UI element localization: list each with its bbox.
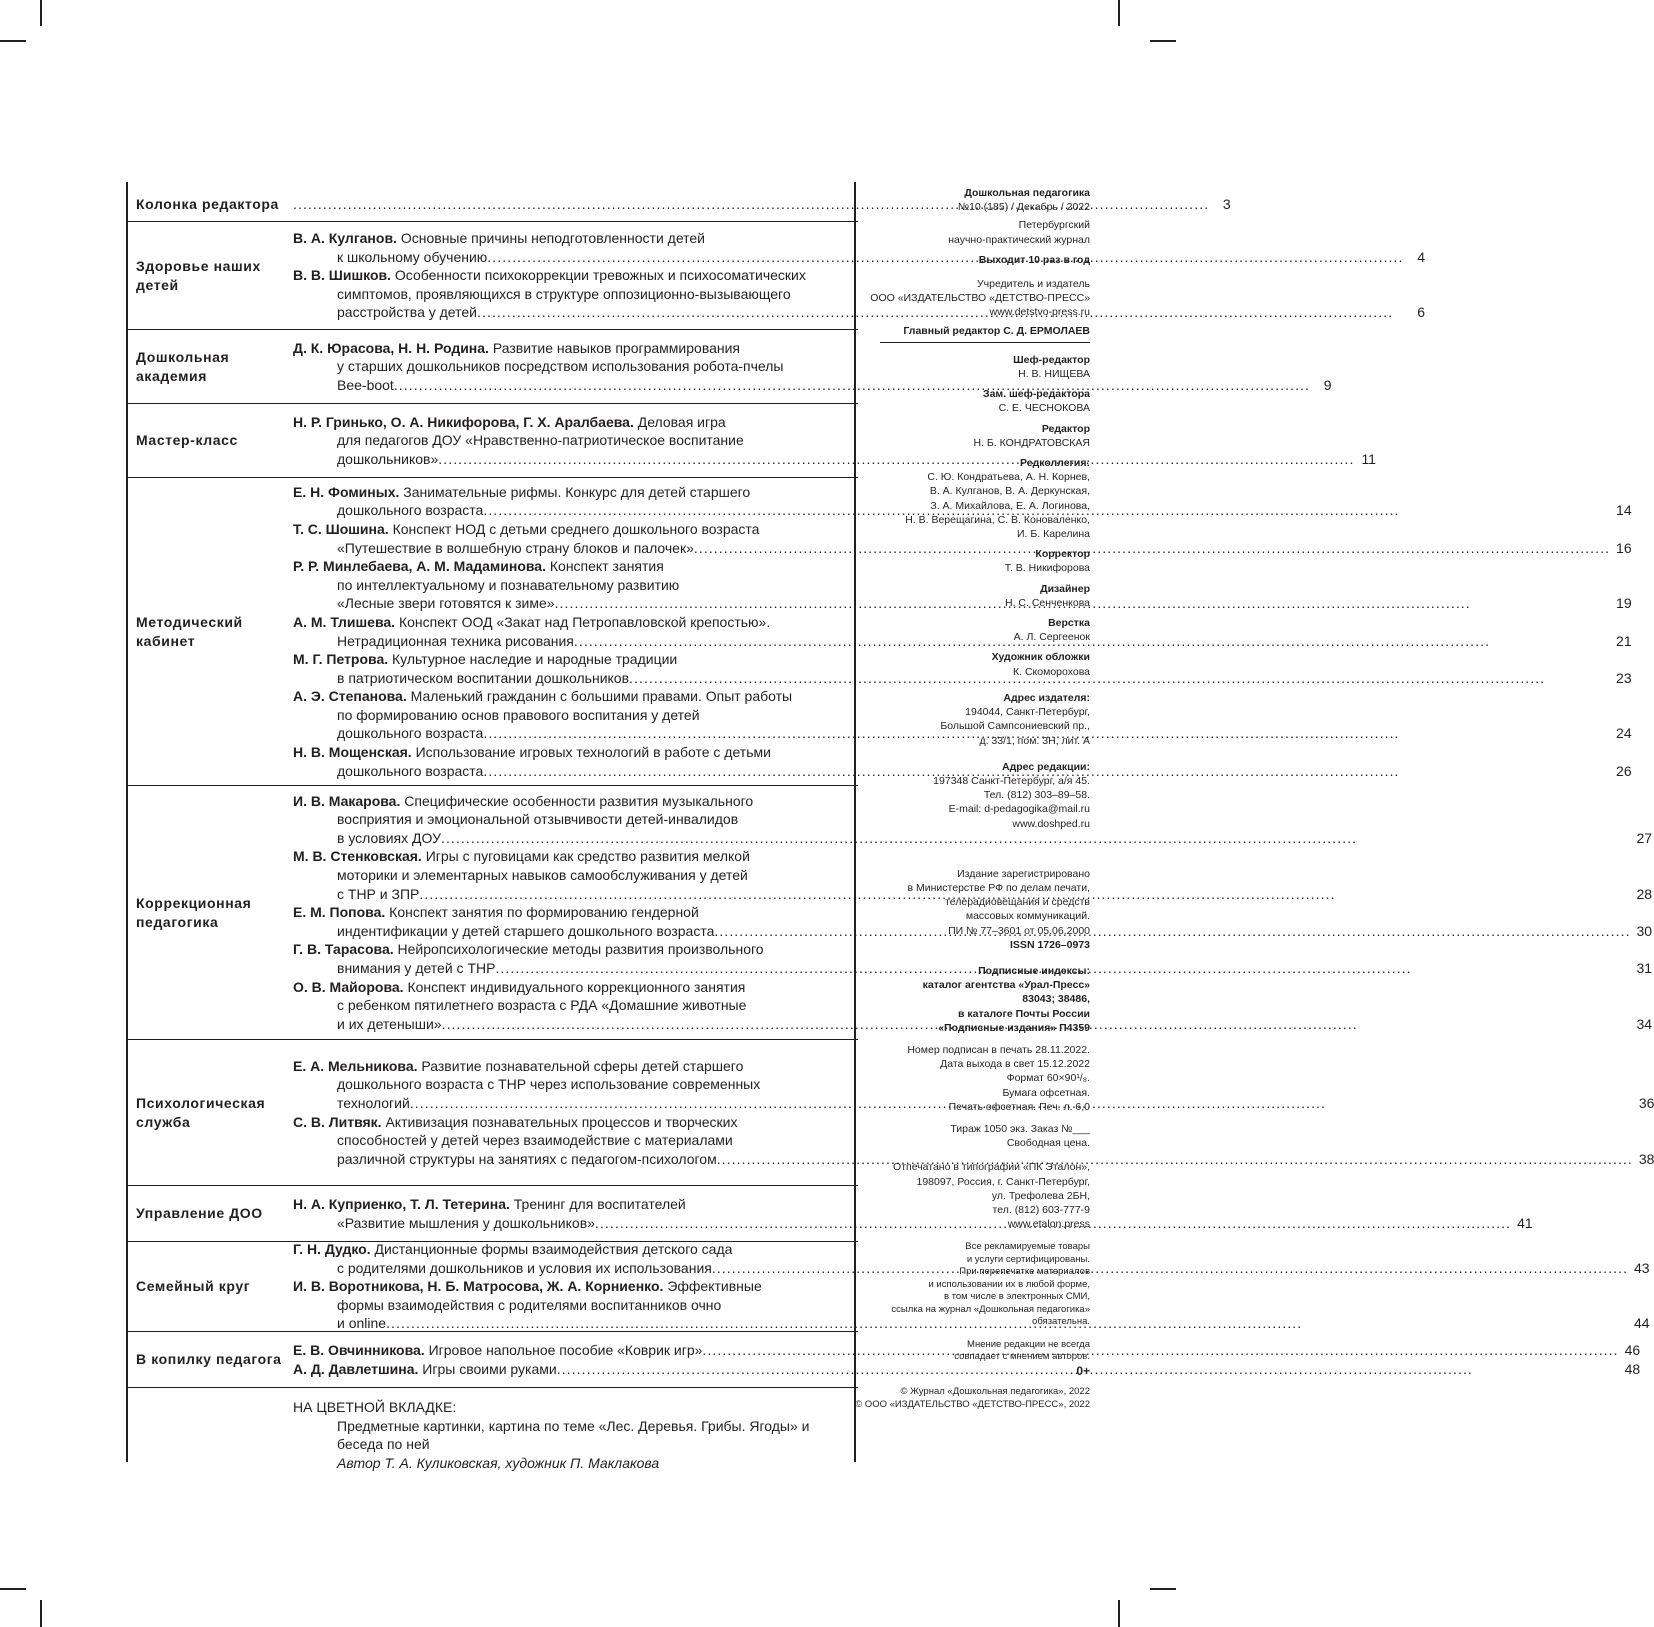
staff-role: Редактор — [1041, 422, 1090, 435]
entry-authors: А. Э. Степанова. — [293, 688, 407, 705]
staff-name: 197348 Санкт-Петербург, а/я 45. — [933, 774, 1090, 787]
imprint-line: ПИ № 77–3601 от 05.06.2000 — [948, 924, 1090, 937]
crop-mark — [0, 1588, 26, 1590]
entry-authors: Г. Н. Дудко. — [293, 1241, 371, 1258]
imprint-line: 198097, Россия, г. Санкт-Петербург, — [916, 1175, 1090, 1188]
imprint-line: Подписные индексы: — [978, 964, 1090, 977]
entry-title-text: «Путешествие в волшебную страну блоков и палочек» — [337, 539, 694, 556]
imprint-line: www.etalon.press — [1007, 1218, 1090, 1231]
entry-authors: Г. В. Тарасова. — [293, 941, 394, 958]
entry-title-text: Нейропсихологические методы развития произвольного — [397, 941, 764, 958]
insert-heading: НА ЦВЕТНОЙ ВКЛАДКЕ: — [293, 1399, 457, 1415]
entry-authors: Н. Р. Гринько, О. А. Никифорова, Г. Х. Аралбаева. — [293, 413, 634, 430]
crop-mark — [40, 0, 42, 26]
page-number: 24 — [1616, 725, 1632, 742]
section-title: Коррекционная педагогика — [136, 894, 252, 930]
section-title: Колонка редактора — [136, 196, 279, 212]
staff-name: С. Ю. Кондратьева, А. Н. Корнев, — [927, 471, 1090, 484]
entry-title-text: Тренинг для воспитателей — [513, 1195, 686, 1212]
entry-title-text: Конспект занятия — [549, 558, 664, 575]
color-insert-block — [128, 1388, 858, 1472]
staff-name: Т. В. Никифорова — [1004, 562, 1090, 575]
entry-title-text: восприятия и эмоциональной отзывчивости детей-инвалидов — [337, 811, 739, 828]
page-number: 21 — [1616, 632, 1632, 649]
staff-name: Н. С. Сенченкова — [1004, 596, 1090, 609]
entry-title-text: дошкольного возраста — [337, 762, 484, 779]
entry-title-text: с ТНР и ЗПР — [337, 885, 420, 902]
entry-title-text: Основные причины неподготовленности детей — [400, 230, 706, 247]
imprint-line: в том числе в электронных СМИ, — [943, 1291, 1090, 1303]
entry-title-text: Маленький гражданин с большими правами. Опыт работы — [410, 688, 793, 705]
staff-role: Верстка — [1048, 617, 1090, 630]
imprint-line: научно-практический журнал — [948, 233, 1090, 246]
staff-role: Редколлегия: — [1019, 457, 1090, 470]
journal-name: Дошкольная педагогика — [964, 187, 1090, 199]
page-number: 9 — [1323, 376, 1332, 393]
entry-title-text: дошкольников» — [337, 450, 439, 467]
staff-role: Зам. шеф-редактора — [983, 388, 1090, 401]
entry-title-text: внимания у детей с ТНР — [337, 959, 496, 976]
section-title: В копилку педагога — [136, 1351, 282, 1367]
page-number: 44 — [1634, 1315, 1650, 1332]
imprint-line: каталог агентства «Урал-Пресс» — [922, 979, 1090, 992]
imprint-block — [810, 253, 1090, 267]
page-number: 36 — [1638, 1094, 1654, 1111]
staff-name: 194044, Санкт-Петербург, — [965, 706, 1090, 719]
entry-authors: И. В. Воротникова, Н. Б. Матросова, Ж. А. Корниенко. — [293, 1278, 664, 1295]
entry-authors: Н. В. Мощенская. — [293, 744, 412, 761]
page-number: 41 — [1517, 1214, 1533, 1231]
dot-leader — [629, 669, 1608, 688]
entry-title-text: Нетрадиционная техника рисования — [337, 632, 574, 649]
imprint-line: Петербургский — [1018, 219, 1090, 232]
staff-role: Адрес редакции: — [1002, 760, 1090, 773]
entry-title-text: Конспект индивидуального коррекционного занятия — [407, 978, 746, 995]
section-title: Методический кабинет — [136, 613, 243, 649]
staff-role: Шеф-редактор — [1013, 353, 1090, 366]
entry-title-text: Игровое напольное пособие «Коврик игр» — [428, 1341, 703, 1358]
insert-text: Предметные картинки, картина по теме «Лес. Деревья. Грибы. Ягоды» и — [337, 1417, 810, 1434]
entry-title-text: дошкольного возраста — [337, 725, 484, 742]
entry-title-text: Конспект НОД с детьми среднего дошкольного возраста — [392, 520, 760, 537]
entry-authors: В. В. Шишков. — [293, 267, 391, 284]
imprint-line: ООО «ИЗДАТЕЛЬСТВО «ДЕТСТВО-ПРЕСС» — [870, 292, 1090, 305]
crop-mark — [1150, 40, 1176, 42]
entry-authors: Р. Р. Минлебаева, А. М. Мадаминова. — [293, 558, 546, 575]
imprint-block — [810, 867, 1090, 952]
section-title: Управление ДОО — [136, 1205, 263, 1221]
staff-name: З. А. Михайлова, Е. А. Логинова, — [930, 499, 1090, 512]
entry-title-text: Специфические особенности развития музыкального — [404, 792, 754, 809]
page-number: 28 — [1636, 885, 1653, 902]
imprint-block — [810, 760, 1090, 831]
staff-name: Тел. (812) 303–89–58. — [983, 789, 1090, 802]
entry-authors: С. В. Литвяк. — [293, 1113, 382, 1130]
imprint-block — [810, 1241, 1090, 1329]
section-title: Дошкольная академия — [136, 348, 230, 384]
staff-name: Большой Сампсониевский пр., — [940, 720, 1090, 733]
entry-title-text: различной структуры на занятиях с педагогом-психологом — [337, 1150, 717, 1167]
entry-title-text: по формированию основ правового воспитания у детей — [337, 706, 700, 723]
imprint-line: Все рекламируемые товары — [965, 1241, 1090, 1253]
imprint-line: Учредитель и издатель — [976, 278, 1090, 291]
staff-name: К. Скоморохова — [1013, 665, 1090, 678]
imprint-block — [810, 1160, 1090, 1231]
imprint-block — [810, 1339, 1090, 1378]
toc-entry[interactable] — [293, 195, 1231, 214]
imprint-line: Печать офсетная. Печ. л. 6,0 — [948, 1100, 1090, 1113]
imprint-line: Бумага офсетная. — [1002, 1086, 1090, 1099]
imprint-block — [810, 964, 1090, 1035]
imprint-line: Формат 60×90¹/₈. — [1006, 1072, 1090, 1085]
imprint-line: При перепечатке материалов — [959, 1266, 1090, 1278]
entry-authors: Е. А. Мельникова. — [293, 1057, 418, 1074]
page-number: 48 — [1624, 1360, 1641, 1377]
page-number: 4 — [1417, 248, 1426, 265]
imprint-block — [810, 387, 1090, 415]
entry-title-text: дошкольного возраста с ТНР через использование современных — [337, 1076, 761, 1093]
crop-mark — [1150, 1588, 1176, 1590]
copyright-line: © Журнал «Дошкольная педагогика», 2022 — [900, 1386, 1090, 1398]
section-title: Семейный круг — [136, 1278, 251, 1294]
section-entries — [293, 188, 1231, 221]
entry-authors: В. А. Кулганов. — [293, 230, 397, 247]
entry-title-text: симптомов, проявляющихся в структуре оппозиционно-вызывающего — [337, 285, 791, 302]
entry-title-text: Конспект занятия по формированию гендерной — [389, 904, 699, 921]
entry-title-text: Особенности психокоррекции тревожных и психосоматических — [394, 267, 806, 284]
entry-title-text: Занимательные рифмы. Конкурс для детей старшего — [403, 483, 751, 500]
staff-role: Дизайнер — [1040, 582, 1090, 595]
page-number: 26 — [1616, 762, 1632, 779]
page-number: 27 — [1636, 829, 1653, 846]
page-number: 31 — [1636, 959, 1653, 976]
imprint-line: 83043; 38486, — [1022, 993, 1090, 1006]
entry-authors: О. В. Майорова. — [293, 978, 404, 995]
entry-title-text: «Лесные звери готовятся к зиме» — [337, 595, 555, 612]
entry-title-text: Деловая игра — [637, 413, 726, 430]
crop-mark — [1118, 0, 1120, 26]
entry-title-text: Игры с пуговицами как средство развития мелкой — [425, 848, 750, 865]
staff-role: Адрес издателя: — [1003, 691, 1090, 704]
issue-number: №10 (185) / Декабрь / 2022 — [957, 201, 1090, 214]
imprint-line: Номер подписан в печать 28.11.2022. — [907, 1043, 1090, 1056]
staff-role: Корректор — [1035, 548, 1090, 561]
imprint-line: Мнение редакции не всегда — [967, 1338, 1090, 1350]
staff-name: www.doshped.ru — [1012, 817, 1090, 830]
imprint-line: и использовании их в любой форме, — [928, 1278, 1090, 1290]
imprint-line: ссылка на журнал «Дошкольная педагогика» — [891, 1303, 1090, 1315]
entry-title-text: моторики и элементарных навыков самообслуживания у детей — [337, 867, 748, 884]
entry-title-text: Дистанционные формы взаимодействия детского сада — [374, 1241, 733, 1258]
page-number: 30 — [1636, 922, 1653, 939]
staff-name: Н. В. Верещагина, С. В. Коноваленко, — [905, 513, 1090, 526]
entry-title-text: формы взаимодействия с родителями воспитанников очно — [337, 1296, 722, 1313]
section-title: Психологическая служба — [136, 1094, 266, 1130]
entry-title-text: Использование игровых технологий в работе с детьми — [415, 744, 771, 761]
page-number: 34 — [1636, 1015, 1653, 1032]
imprint-block — [810, 218, 1090, 246]
crop-mark — [0, 40, 26, 42]
imprint-block — [810, 456, 1090, 541]
imprint-block — [810, 691, 1090, 748]
imprint-line: Отпечатано в типографии «ПК Эталон», — [893, 1161, 1090, 1174]
entry-title-text: Культурное наследие и народные традиции — [392, 651, 678, 668]
imprint-line: Издание зарегистрировано — [957, 867, 1090, 880]
entry-title-text: «Развитие мышления у дошкольников» — [337, 1214, 595, 1231]
entry-title-text: в условиях ДОУ — [337, 829, 441, 846]
staff-name: E-mail: d-pedagogika@mail.ru — [948, 803, 1090, 816]
staff-name: д. 33/1, пом. 3Н, лит. А — [979, 734, 1090, 747]
entry-title-text: с родителями дошкольников и условия их использования — [337, 1259, 712, 1276]
imprint-block — [810, 1386, 1090, 1411]
entry-authors: М. Г. Петрова. — [293, 651, 389, 668]
imprint-block — [810, 422, 1090, 450]
page-number: 16 — [1616, 539, 1632, 556]
imprint-line: массовых коммуникаций. — [965, 910, 1090, 923]
imprint-block — [810, 650, 1090, 678]
entry-title-text: Игры своими руками — [422, 1360, 557, 1377]
entry-authors: Е. Н. Фоминых. — [293, 483, 400, 500]
entry-title-text: и online — [337, 1315, 387, 1332]
imprint-block — [810, 1043, 1090, 1114]
entry-title-text: индентификации у детей старшего дошкольного возраста — [337, 922, 715, 939]
crop-mark — [40, 1600, 42, 1627]
imprint-line: Свободная цена. — [1006, 1137, 1090, 1150]
entry-authors: Д. К. Юрасова, Н. Н. Родина. — [293, 339, 489, 356]
entry-authors: Е. В. Овчинникова. — [293, 1341, 425, 1358]
entry-title-text: для педагогов ДОУ «Нравственно-патриотическое воспитание — [337, 432, 744, 449]
imprint-block — [810, 547, 1090, 575]
entry-title-text: Bee-boot — [337, 376, 394, 393]
entry-authors: Е. М. Попова. — [293, 904, 386, 921]
staff-name: И. Б. Карелина — [1016, 528, 1090, 541]
entry-authors: Н. А. Куприенко, Т. Л. Тетерина. — [293, 1195, 510, 1212]
imprint-line: Тираж 1050 экз. Заказ №___ — [950, 1122, 1090, 1135]
imprint-line: Дата выхода в свет 15.12.2022 — [940, 1058, 1090, 1071]
imprint-block — [810, 1122, 1090, 1150]
crop-mark — [1118, 1600, 1120, 1627]
page-number: 3 — [1222, 196, 1231, 213]
entry-title-text: Активизация познавательных процессов и творческих — [385, 1113, 738, 1130]
entry-authors: А. М. Тлишева. — [293, 613, 396, 630]
imprint-line: в Министерстве РФ по делам печати, — [907, 881, 1090, 894]
entry-authors: А. Д. Давлетшина. — [293, 1360, 419, 1377]
staff-name: Н. Б. КОНДРАТОВСКАЯ — [973, 436, 1090, 449]
staff-name: А. Л. Сергеенок — [1013, 631, 1090, 644]
imprint-line: телерадиовещания и средств — [945, 896, 1090, 909]
insert-credit: Автор Т. А. Куликовская, художник П. Маклакова — [337, 1454, 660, 1471]
staff-name: С. Е. ЧЕСНОКОВА — [998, 402, 1090, 415]
imprint-line: «Подписные издания» П4359 — [938, 1021, 1090, 1034]
dot-leader — [574, 632, 1608, 651]
imprint-line: обязательна. — [1032, 1316, 1090, 1328]
entry-title-text: расстройства у детей — [337, 304, 477, 321]
imprint-block — [810, 324, 1090, 343]
staff-name: В. А. Кулганов, В. А. Деркунская, — [929, 485, 1090, 498]
entry-title-text: с ребенком пятилетнего возраста с РДА «Домашние животные — [337, 997, 747, 1014]
imprint-rule — [880, 342, 1090, 343]
imprint-line: в каталоге Почты России — [958, 1007, 1090, 1020]
page-number: 6 — [1417, 304, 1426, 321]
page-number: 19 — [1616, 595, 1632, 612]
entry-title-text: дошкольного возраста — [337, 502, 484, 519]
page-number: 38 — [1638, 1150, 1654, 1167]
page-number: 23 — [1616, 669, 1632, 686]
entry-title-text: Развитие познавательной сферы детей старшего — [421, 1057, 744, 1074]
entry-title-text: в патриотическом воспитании дошкольников — [337, 669, 630, 686]
chief-editor: Главный редактор С. Д. ЕРМОЛАЕВ — [903, 324, 1090, 337]
imprint-line: и услуги сертифицированы. — [966, 1253, 1090, 1265]
imprint-block — [810, 186, 1090, 214]
copyright-line: © ООО «ИЗДАТЕЛЬСТВО «ДЕТСТВО-ПРЕСС», 2022 — [855, 1398, 1090, 1410]
entry-title-text: у старших дошкольников посредством использования робота-пчелы — [337, 358, 784, 375]
entry-title-text: Конспект ООД «Закат над Петропавловской крепостью». — [398, 613, 771, 630]
entry-authors: М. В. Стенковская. — [293, 848, 422, 865]
entry-title-text: к школьному обучению — [337, 248, 488, 265]
insert-text: беседа по ней — [337, 1436, 430, 1453]
entry-title-text: и их детеныши» — [337, 1015, 442, 1032]
issn: ISSN 1726–0973 — [1010, 938, 1090, 951]
staff-role: Художник обложки — [991, 651, 1090, 664]
page-number: 43 — [1634, 1259, 1650, 1276]
entry-title-text: Развитие навыков программирования — [492, 339, 741, 356]
entry-authors: Т. С. Шошина. — [293, 520, 389, 537]
entry-authors: И. В. Макарова. — [293, 792, 401, 809]
imprint-block — [810, 353, 1090, 381]
imprint-line: совпадает с мнением авторов. — [954, 1351, 1090, 1363]
entry-title-text: по интеллектуальному и познавательному развитию — [337, 576, 680, 593]
imprint-block — [810, 277, 1090, 320]
page-number: 11 — [1361, 450, 1376, 467]
entry-last-line — [293, 195, 1231, 214]
page-number: 14 — [1616, 502, 1632, 519]
entry-title-text: технологий — [337, 1094, 410, 1111]
page-number: 46 — [1624, 1341, 1641, 1358]
imprint-block — [810, 582, 1090, 610]
entry-title-text: способностей у детей через взаимодействие с материалами — [337, 1132, 733, 1149]
frequency: Выходит 10 раз в год — [978, 253, 1090, 266]
section-title: Мастер-класс — [136, 432, 238, 448]
staff-name: Н. В. НИЩЕВА — [1018, 368, 1090, 381]
imprint-line: тел. (812) 603-777-9 — [992, 1203, 1090, 1216]
imprint-column — [810, 186, 1090, 1411]
section-title: Здоровье наших детей — [136, 257, 261, 293]
entry-title-text: Эффективные — [667, 1278, 762, 1295]
imprint-line: ул. Трефолева 2БН, — [991, 1189, 1090, 1202]
imprint-line: www.detstvo-press.ru — [989, 306, 1090, 319]
imprint-block — [810, 616, 1090, 644]
age-rating: 0+ — [1076, 1363, 1090, 1378]
